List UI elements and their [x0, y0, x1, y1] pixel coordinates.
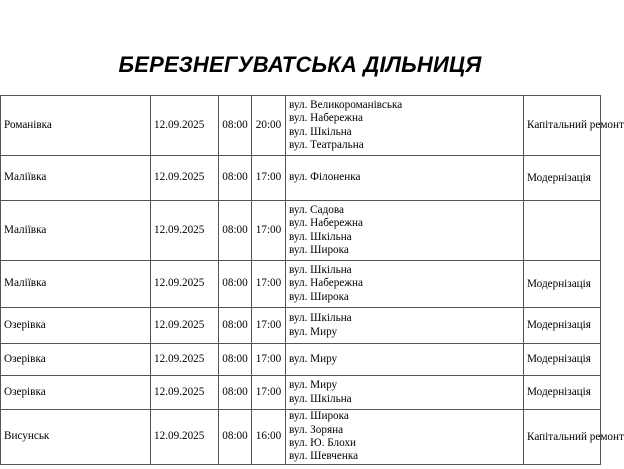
date-cell: 12.09.2025	[151, 96, 219, 156]
end-time-cell: 17:00	[252, 156, 286, 201]
table-row	[1, 156, 601, 201]
start-time-cell: 08:00	[219, 201, 252, 261]
table-row	[1, 308, 601, 344]
street-item: вул. Широка	[289, 290, 349, 303]
date-cell: 12.09.2025	[151, 156, 219, 201]
village-cell: Романівка	[1, 96, 151, 156]
street-item: вул. Філоненка	[289, 171, 361, 184]
street-item: вул. Зоряна	[289, 423, 344, 436]
table-row	[1, 376, 601, 410]
date-cell: 12.09.2025	[151, 261, 219, 308]
streets-cell	[286, 261, 524, 308]
village-cell: Маліївка	[1, 261, 151, 308]
date-cell: 12.09.2025	[151, 344, 219, 376]
table-row	[1, 261, 601, 308]
date-cell: 12.09.2025	[151, 201, 219, 261]
work-type-cell: Модернізація	[524, 376, 601, 410]
street-item: вул. Шкільна	[289, 230, 352, 243]
street-item: вул. Широка	[289, 410, 349, 423]
date-cell: 12.09.2025	[151, 308, 219, 344]
end-time-cell: 16:00	[252, 410, 286, 465]
street-item: вул. Шкільна	[289, 125, 352, 138]
work-type-cell: Капітальний ремонт	[524, 410, 601, 465]
streets-cell	[286, 201, 524, 261]
end-time-cell: 17:00	[252, 376, 286, 410]
end-time-cell: 17:00	[252, 201, 286, 261]
start-time-cell: 08:00	[219, 344, 252, 376]
start-time-cell: 08:00	[219, 261, 252, 308]
village-cell: Висунськ	[1, 410, 151, 465]
streets-cell	[286, 376, 524, 410]
village-cell: Маліївка	[1, 201, 151, 261]
start-time-cell: 08:00	[219, 376, 252, 410]
date-cell: 12.09.2025	[151, 410, 219, 465]
start-time-cell: 08:00	[219, 410, 252, 465]
work-type-cell: Капітальний ремонт	[524, 96, 601, 156]
street-item: вул. Миру	[289, 379, 338, 392]
streets-cell	[286, 410, 524, 465]
work-type-cell: Модернізація	[524, 344, 601, 376]
outage-schedule-table	[0, 95, 624, 465]
village-cell: Маліївка	[1, 156, 151, 201]
page-title: БЕРЕЗНЕГУВАТСЬКА ДІЛЬНИЦЯ	[118, 52, 482, 77]
streets-cell	[286, 308, 524, 344]
streets-cell	[286, 156, 524, 201]
village-cell: Озерівка	[1, 344, 151, 376]
table-row	[1, 201, 601, 261]
end-time-cell: 17:00	[252, 308, 286, 344]
streets-cell	[286, 96, 524, 156]
date-cell: 12.09.2025	[151, 376, 219, 410]
village-cell: Озерівка	[1, 308, 151, 344]
end-time-cell: 17:00	[252, 344, 286, 376]
table-row	[1, 344, 601, 376]
streets-cell	[286, 344, 524, 376]
start-time-cell: 08:00	[219, 96, 252, 156]
work-type-cell: Модернізація	[524, 261, 601, 308]
street-item: вул. Театральна	[289, 138, 364, 151]
end-time-cell: 20:00	[252, 96, 286, 156]
street-item: вул. Набережна	[289, 112, 363, 125]
start-time-cell: 08:00	[219, 156, 252, 201]
street-item: вул. Шкільна	[289, 392, 352, 405]
village-cell: Озерівка	[1, 376, 151, 410]
work-type-cell: Модернізація	[524, 156, 601, 201]
start-time-cell: 08:00	[219, 308, 252, 344]
street-item: вул. Великороманівська	[289, 98, 403, 111]
work-type-cell	[524, 201, 601, 261]
table-row	[1, 410, 601, 465]
street-item: вул. Миру	[289, 352, 338, 365]
street-item: вул. Ю. Блохи	[289, 437, 357, 449]
street-item: вул. Шевченка	[289, 450, 359, 463]
street-item: вул. Широка	[289, 243, 349, 256]
street-item: вул. Набережна	[289, 277, 363, 290]
end-time-cell: 17:00	[252, 261, 286, 308]
street-item: вул. Садова	[289, 203, 344, 216]
street-item: вул. Шкільна	[289, 264, 352, 277]
street-item: вул. Набережна	[289, 217, 363, 230]
street-item: вул. Шкільна	[289, 312, 352, 325]
street-item: вул. Миру	[289, 325, 338, 338]
table-row	[1, 96, 601, 156]
work-type-cell: Модернізація	[524, 308, 601, 344]
